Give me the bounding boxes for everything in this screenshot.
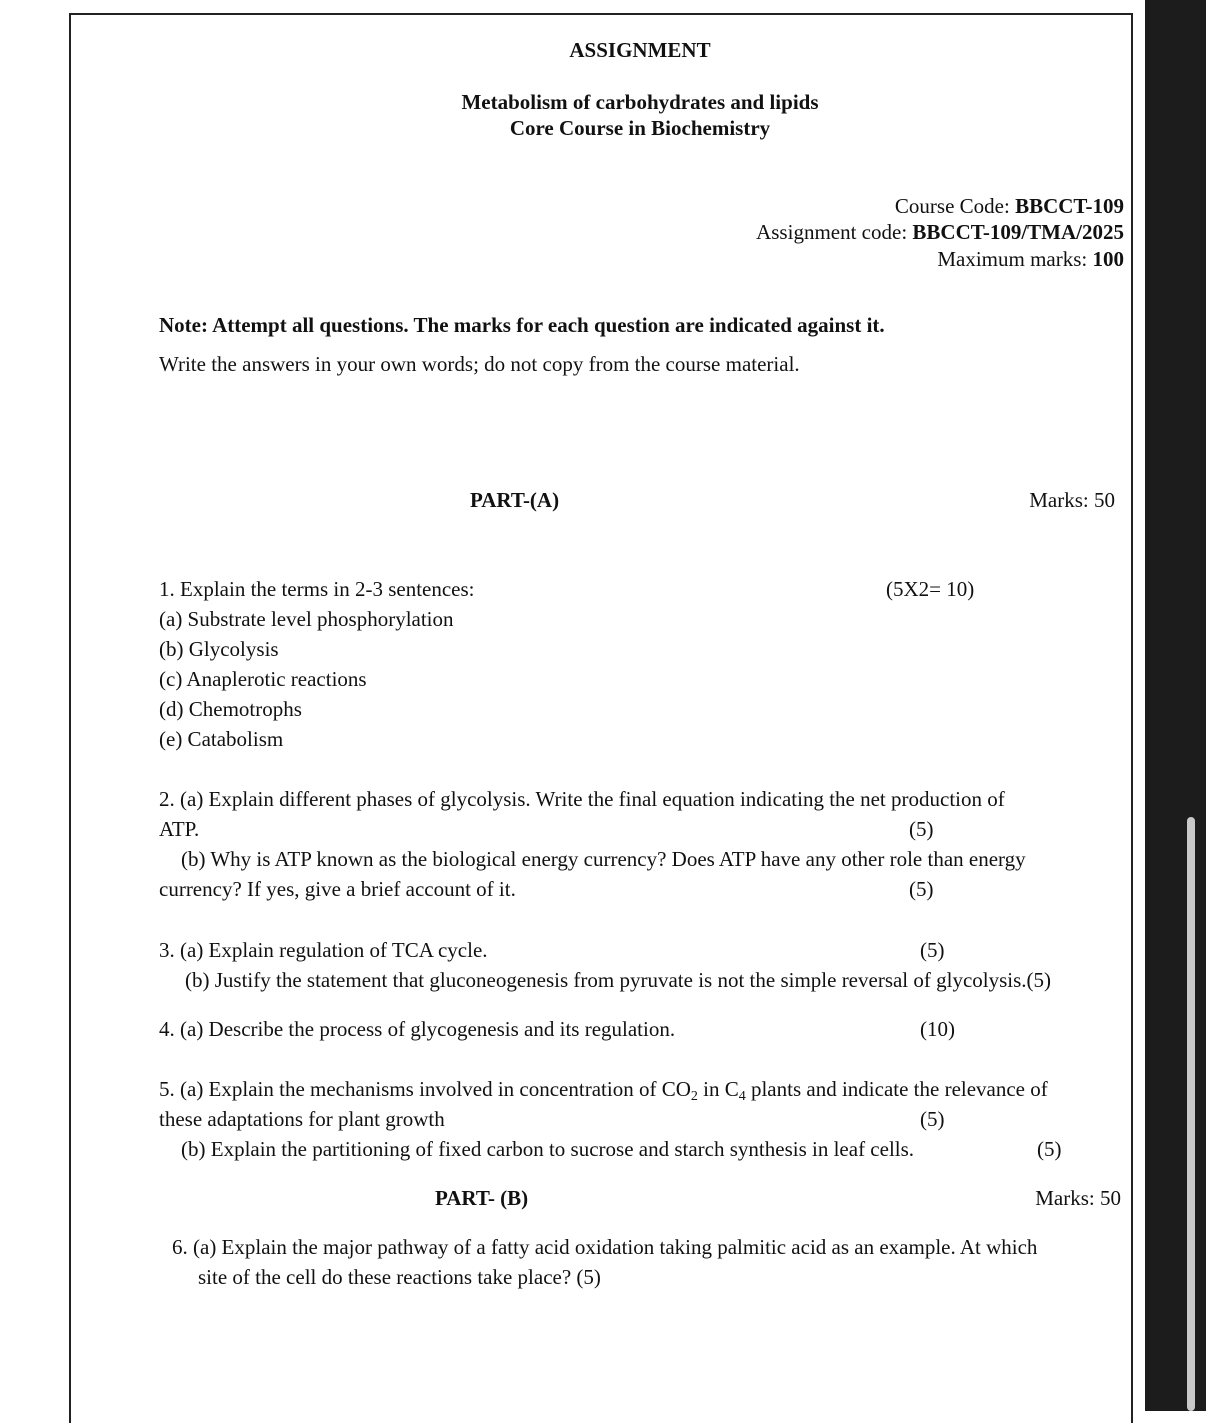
course-code-value: BBCCT-109	[1015, 194, 1124, 218]
course-code-line	[600, 194, 1124, 218]
viewer-edge	[1145, 0, 1206, 1411]
part-a-marks: Marks: 50	[1029, 488, 1115, 512]
q5a-mid: in C	[697, 1077, 739, 1101]
q1-stem: 1. Explain the terms in 2-3 sentences:	[159, 577, 475, 601]
note-instruction: Note: Attempt all questions. The marks for each question are indicated against it.	[159, 313, 885, 337]
doc-title: ASSIGNMENT	[569, 38, 711, 62]
q3a-marks: (5)	[920, 938, 945, 962]
q5b-line: (b) Explain the partitioning of fixed carbon to sucrose and starch synthesis in leaf cells.	[181, 1137, 915, 1161]
q1-item: (e) Catabolism	[159, 727, 284, 751]
max-marks-value: 100	[1092, 247, 1124, 271]
part-b-marks: Marks: 50	[1035, 1186, 1121, 1210]
part-a-title: PART-(A)	[470, 488, 560, 512]
q1-item: (d) Chemotrophs	[159, 697, 302, 721]
q4a-line: 4. (a) Describe the process of glycogenesis and its regulation.	[159, 1017, 676, 1041]
q1-item: (a) Substrate level phosphorylation	[159, 607, 454, 631]
course-title: Core Course in Biochemistry	[509, 116, 771, 140]
subject-title: Metabolism of carbohydrates and lipids	[461, 90, 819, 114]
assignment-code-label: Assignment code:	[756, 220, 913, 244]
max-marks-line	[600, 247, 1124, 271]
q1-item: (b) Glycolysis	[159, 637, 279, 661]
q1-item: (c) Anaplerotic reactions	[159, 667, 367, 691]
q5a-pre: 5. (a) Explain the mechanisms involved in concentration of CO	[159, 1077, 691, 1101]
q4a-marks: (10)	[920, 1017, 955, 1041]
q5a-marks: (5)	[920, 1107, 945, 1131]
q2b-line1: (b) Why is ATP known as the biological energy currency? Does ATP have any other role than energy	[181, 847, 1026, 871]
q2a-line2: ATP.	[159, 817, 200, 841]
q5a-line2: these adaptations for plant growth	[159, 1107, 445, 1131]
max-marks-label: Maximum marks:	[937, 247, 1093, 271]
q3a-line: 3. (a) Explain regulation of TCA cycle.	[159, 938, 488, 962]
q5b-marks: (5)	[1037, 1137, 1062, 1161]
q6-line1: 6. (a) Explain the major pathway of a fatty acid oxidation taking palmitic acid as an example. At which	[172, 1235, 1038, 1259]
q5a-sub-2: 2	[690, 1089, 698, 1104]
q2a-marks: (5)	[909, 817, 934, 841]
q2b-line2: currency? If yes, give a brief account of it.	[159, 877, 516, 901]
q5a-sub-4: 4	[738, 1089, 746, 1104]
note-originality: Write the answers in your own words; do not copy from the course material.	[159, 352, 800, 376]
assignment-code-line	[600, 220, 1124, 244]
scrollbar-thumb[interactable]	[1187, 817, 1195, 1411]
q5a-post: plants and indicate the relevance of	[745, 1077, 1048, 1101]
assignment-code-value: BBCCT-109/TMA/2025	[912, 220, 1124, 244]
part-b-title: PART- (B)	[435, 1186, 529, 1210]
q2a-line1: 2. (a) Explain different phases of glycolysis. Write the final equation indicating the net production of	[159, 787, 1005, 811]
q5a-line1	[159, 1077, 1048, 1104]
course-code-label: Course Code:	[894, 194, 1016, 218]
q3b-line: (b) Justify the statement that gluconeogenesis from pyruvate is not the simple reversal of glycolysis.(5)	[185, 968, 1052, 992]
q2b-marks: (5)	[909, 877, 934, 901]
q1-marks: (5X2= 10)	[886, 577, 975, 601]
q6-line2: site of the cell do these reactions take place? (5)	[198, 1265, 601, 1289]
